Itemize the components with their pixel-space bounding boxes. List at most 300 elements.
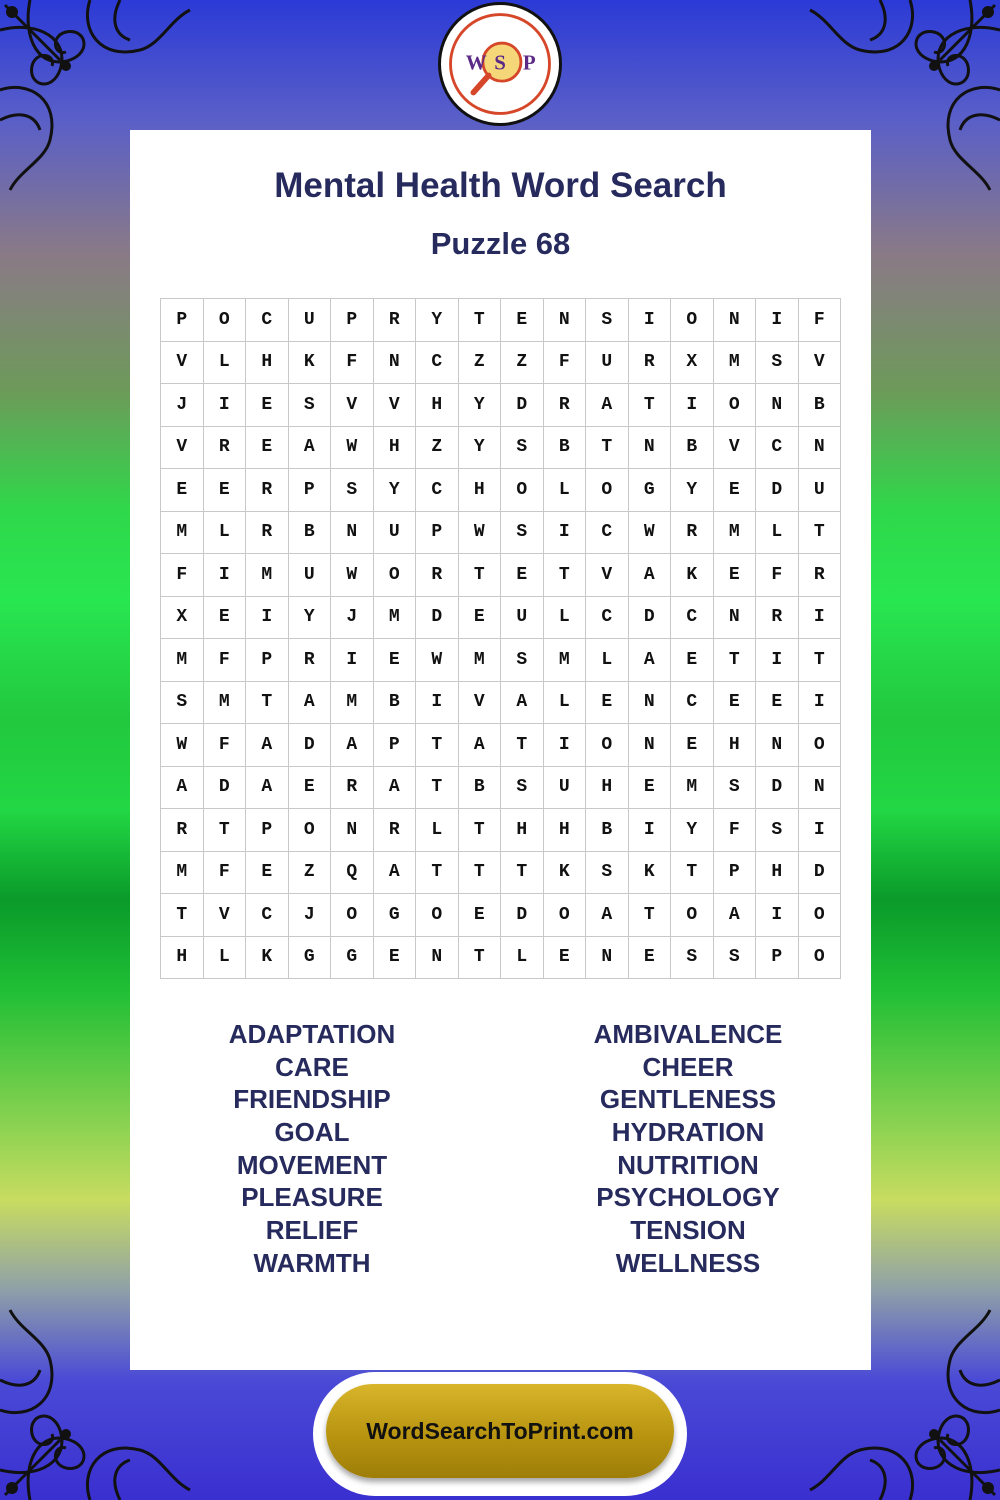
grid-cell[interactable]: I (543, 511, 586, 554)
grid-cell[interactable]: F (331, 341, 374, 384)
grid-cell[interactable]: K (628, 851, 671, 894)
grid-cell[interactable]: U (288, 299, 331, 342)
grid-cell[interactable]: O (416, 894, 459, 937)
word-list-item: FRIENDSHIP (233, 1084, 391, 1115)
grid-cell[interactable]: R (543, 384, 586, 427)
grid-cell[interactable]: I (756, 894, 799, 937)
grid-cell[interactable]: P (756, 936, 799, 979)
grid-cell[interactable]: R (246, 469, 289, 512)
grid-cell[interactable]: V (161, 341, 204, 384)
grid-cell[interactable]: I (203, 554, 246, 597)
grid-cell[interactable]: P (373, 724, 416, 767)
grid-cell[interactable]: F (798, 299, 841, 342)
word-list-item: WELLNESS (615, 1247, 761, 1278)
grid-cell[interactable]: Z (501, 341, 544, 384)
grid-cell[interactable]: T (203, 809, 246, 852)
grid-cell[interactable]: D (288, 724, 331, 767)
grid-cell[interactable]: E (713, 469, 756, 512)
grid-cell[interactable]: M (331, 681, 374, 724)
grid-cell[interactable]: M (161, 639, 204, 682)
grid-cell[interactable]: X (671, 341, 714, 384)
grid-cell[interactable]: E (586, 681, 629, 724)
grid-cell[interactable]: M (543, 639, 586, 682)
grid-cell[interactable]: A (288, 426, 331, 469)
grid-cell[interactable]: F (203, 851, 246, 894)
grid-cell[interactable]: S (713, 936, 756, 979)
grid-row (161, 299, 841, 342)
grid-cell[interactable]: M (713, 341, 756, 384)
grid-row (161, 596, 841, 639)
grid-cell[interactable]: B (798, 384, 841, 427)
grid-cell[interactable]: I (331, 639, 374, 682)
grid-cell[interactable]: R (203, 426, 246, 469)
grid-cell[interactable]: K (671, 554, 714, 597)
grid-cell[interactable]: F (543, 341, 586, 384)
grid-cell[interactable]: P (416, 511, 459, 554)
grid-cell[interactable]: O (586, 724, 629, 767)
grid-cell[interactable]: C (416, 341, 459, 384)
grid-cell[interactable]: H (458, 469, 501, 512)
grid-row (161, 511, 841, 554)
grid-cell[interactable]: O (501, 469, 544, 512)
grid-cell[interactable]: E (628, 936, 671, 979)
grid-row (161, 469, 841, 512)
grid-cell[interactable]: O (798, 724, 841, 767)
grid-cell[interactable]: B (373, 681, 416, 724)
grid-cell[interactable]: P (246, 809, 289, 852)
grid-cell[interactable]: T (458, 936, 501, 979)
grid-cell[interactable]: R (373, 299, 416, 342)
grid-cell[interactable]: T (458, 299, 501, 342)
grid-cell[interactable]: G (331, 936, 374, 979)
grid-cell[interactable]: P (331, 299, 374, 342)
grid-cell[interactable]: G (373, 894, 416, 937)
grid-cell[interactable]: W (331, 426, 374, 469)
grid-cell[interactable]: B (543, 426, 586, 469)
grid-cell[interactable]: I (543, 724, 586, 767)
grid-cell[interactable]: Y (373, 469, 416, 512)
grid-cell[interactable]: L (203, 341, 246, 384)
grid-cell[interactable]: E (161, 469, 204, 512)
grid-cell[interactable]: K (246, 936, 289, 979)
grid-cell[interactable]: M (671, 766, 714, 809)
grid-cell[interactable]: A (246, 766, 289, 809)
grid-cell[interactable]: T (628, 384, 671, 427)
grid-cell[interactable]: G (288, 936, 331, 979)
grid-cell[interactable]: E (543, 936, 586, 979)
grid-cell[interactable]: A (246, 724, 289, 767)
grid-cell[interactable]: T (798, 639, 841, 682)
grid-cell[interactable]: S (501, 766, 544, 809)
word-list-item: PLEASURE (241, 1182, 383, 1213)
grid-cell[interactable]: I (246, 596, 289, 639)
grid-cell[interactable]: B (586, 809, 629, 852)
grid-cell[interactable]: Y (288, 596, 331, 639)
letter-grid (160, 298, 841, 979)
word-list-right (538, 1018, 838, 1280)
grid-cell[interactable]: W (416, 639, 459, 682)
grid-cell[interactable]: I (756, 299, 799, 342)
grid-cell[interactable]: W (628, 511, 671, 554)
grid-cell[interactable]: B (458, 766, 501, 809)
grid-cell[interactable]: T (246, 681, 289, 724)
grid-cell[interactable]: O (586, 469, 629, 512)
grid-cell[interactable]: L (543, 596, 586, 639)
grid-cell[interactable]: J (288, 894, 331, 937)
logo-letter-w: W (465, 50, 487, 75)
grid-cell[interactable]: V (458, 681, 501, 724)
grid-cell[interactable]: E (373, 639, 416, 682)
grid-cell[interactable]: F (713, 809, 756, 852)
grid-cell[interactable]: E (628, 766, 671, 809)
grid-cell[interactable]: J (331, 596, 374, 639)
grid-cell[interactable]: R (246, 511, 289, 554)
grid-cell[interactable]: T (416, 724, 459, 767)
grid-cell[interactable]: A (628, 639, 671, 682)
grid-cell[interactable]: A (458, 724, 501, 767)
grid-cell[interactable]: R (288, 639, 331, 682)
grid-cell[interactable]: D (203, 766, 246, 809)
grid-row (161, 936, 841, 979)
grid-cell[interactable]: I (671, 384, 714, 427)
page-title: Mental Health Word Search (274, 166, 727, 205)
grid-cell[interactable]: Y (416, 299, 459, 342)
grid-cell[interactable]: A (586, 894, 629, 937)
grid-cell[interactable]: E (203, 596, 246, 639)
grid-cell[interactable]: C (586, 596, 629, 639)
word-list-item: GENTLENESS (599, 1084, 777, 1115)
grid-cell[interactable]: V (798, 341, 841, 384)
grid-cell[interactable]: U (586, 341, 629, 384)
grid-cell[interactable]: F (756, 554, 799, 597)
grid-cell[interactable]: E (501, 554, 544, 597)
grid-cell[interactable]: S (501, 639, 544, 682)
grid-cell[interactable]: P (713, 851, 756, 894)
grid-cell[interactable]: O (713, 384, 756, 427)
grid-cell[interactable]: V (586, 554, 629, 597)
grid-cell[interactable]: W (161, 724, 204, 767)
word-list-item: HYDRATION (611, 1117, 765, 1148)
grid-cell[interactable]: E (756, 681, 799, 724)
word-list-item: TENSION (630, 1215, 746, 1246)
grid-cell[interactable]: R (671, 511, 714, 554)
grid-cell[interactable]: H (246, 341, 289, 384)
grid-cell[interactable]: O (331, 894, 374, 937)
grid-cell[interactable]: A (713, 894, 756, 937)
grid-cell[interactable]: T (671, 851, 714, 894)
grid-cell[interactable]: E (713, 681, 756, 724)
grid-cell[interactable]: I (798, 681, 841, 724)
grid-cell[interactable]: H (416, 384, 459, 427)
grid-row (161, 341, 841, 384)
grid-cell[interactable]: T (416, 851, 459, 894)
grid-cell[interactable]: D (501, 894, 544, 937)
grid-cell[interactable]: Z (416, 426, 459, 469)
grid-cell[interactable]: U (288, 554, 331, 597)
grid-cell[interactable]: L (586, 639, 629, 682)
website-link-button[interactable] (326, 1384, 674, 1478)
grid-cell[interactable]: S (586, 851, 629, 894)
puzzle-number: Puzzle 68 (430, 226, 571, 261)
grid-cell[interactable]: L (203, 511, 246, 554)
grid-cell[interactable]: H (373, 426, 416, 469)
grid-cell[interactable]: V (331, 384, 374, 427)
grid-cell[interactable]: T (543, 554, 586, 597)
grid-cell[interactable]: E (501, 299, 544, 342)
grid-cell[interactable]: N (586, 936, 629, 979)
grid-cell[interactable]: A (501, 681, 544, 724)
grid-cell[interactable]: H (756, 851, 799, 894)
grid-cell[interactable]: T (458, 851, 501, 894)
grid-cell[interactable]: Z (458, 341, 501, 384)
word-list-item: AMBIVALENCE (593, 1019, 783, 1049)
grid-cell[interactable]: R (416, 554, 459, 597)
grid-cell[interactable]: V (373, 384, 416, 427)
grid-cell[interactable]: A (373, 851, 416, 894)
grid-cell[interactable]: X (161, 596, 204, 639)
grid-cell[interactable]: T (501, 851, 544, 894)
grid-cell[interactable]: S (586, 299, 629, 342)
grid-cell[interactable]: P (161, 299, 204, 342)
grid-cell[interactable]: K (288, 341, 331, 384)
grid-cell[interactable]: C (756, 426, 799, 469)
grid-cell[interactable]: N (628, 681, 671, 724)
grid-cell[interactable]: T (628, 894, 671, 937)
puzzle-sheet (130, 130, 871, 1370)
grid-cell[interactable]: S (288, 384, 331, 427)
grid-cell[interactable]: A (628, 554, 671, 597)
grid-cell[interactable]: L (416, 809, 459, 852)
grid-cell[interactable]: R (756, 596, 799, 639)
grid-cell[interactable]: M (713, 511, 756, 554)
grid-cell[interactable]: L (543, 681, 586, 724)
word-list-item: WARMTH (253, 1247, 371, 1278)
grid-row (161, 384, 841, 427)
grid-cell[interactable]: E (288, 766, 331, 809)
grid-cell[interactable]: Y (671, 469, 714, 512)
grid-cell[interactable]: M (161, 851, 204, 894)
grid-cell[interactable]: O (203, 299, 246, 342)
grid-cell[interactable]: N (756, 724, 799, 767)
grid-cell[interactable]: S (756, 809, 799, 852)
grid-row (161, 766, 841, 809)
grid-row (161, 639, 841, 682)
grid-cell[interactable]: Z (288, 851, 331, 894)
grid-cell[interactable]: D (416, 596, 459, 639)
grid-cell[interactable]: K (543, 851, 586, 894)
grid-cell[interactable]: J (161, 384, 204, 427)
grid-cell[interactable]: A (161, 766, 204, 809)
grid-cell[interactable]: B (671, 426, 714, 469)
grid-cell[interactable]: M (161, 511, 204, 554)
grid-cell[interactable]: E (671, 639, 714, 682)
grid-row (161, 894, 841, 937)
grid-cell[interactable]: N (798, 766, 841, 809)
grid-cell[interactable]: S (501, 511, 544, 554)
grid-row (161, 554, 841, 597)
grid-cell[interactable]: C (671, 681, 714, 724)
grid-cell[interactable]: O (798, 936, 841, 979)
grid-cell[interactable]: T (458, 554, 501, 597)
word-list-item: CHEER (642, 1051, 734, 1082)
grid-cell[interactable]: R (628, 341, 671, 384)
grid-cell[interactable]: H (543, 809, 586, 852)
grid-row (161, 851, 841, 894)
grid-cell[interactable]: V (713, 426, 756, 469)
grid-cell[interactable]: N (628, 426, 671, 469)
grid-cell[interactable]: N (628, 724, 671, 767)
grid-cell[interactable]: I (798, 596, 841, 639)
grid-cell[interactable]: H (713, 724, 756, 767)
grid-cell[interactable]: I (756, 639, 799, 682)
grid-cell[interactable]: Y (458, 426, 501, 469)
grid-cell[interactable]: V (161, 426, 204, 469)
grid-cell[interactable]: S (331, 469, 374, 512)
grid-cell[interactable]: W (458, 511, 501, 554)
grid-cell[interactable]: T (586, 426, 629, 469)
grid-cell[interactable]: N (756, 384, 799, 427)
grid-cell[interactable]: M (246, 554, 289, 597)
grid-cell[interactable]: T (798, 511, 841, 554)
grid-cell[interactable]: G (628, 469, 671, 512)
grid-cell[interactable]: V (203, 894, 246, 937)
grid-cell[interactable]: E (246, 426, 289, 469)
grid-cell[interactable]: N (713, 299, 756, 342)
grid-cell[interactable]: E (671, 724, 714, 767)
word-list-item: ADAPTATION (228, 1019, 396, 1049)
grid-cell[interactable]: E (246, 851, 289, 894)
grid-cell[interactable]: O (671, 299, 714, 342)
grid-cell[interactable]: D (756, 469, 799, 512)
grid-cell[interactable]: T (713, 639, 756, 682)
grid-cell[interactable]: B (288, 511, 331, 554)
grid-cell[interactable]: N (331, 511, 374, 554)
grid-cell[interactable]: T (501, 724, 544, 767)
grid-cell[interactable]: M (458, 639, 501, 682)
grid-cell[interactable]: F (203, 724, 246, 767)
grid-cell[interactable]: F (161, 554, 204, 597)
website-link-label: WordSearchToPrint.com (366, 1417, 634, 1444)
grid-cell[interactable]: A (331, 724, 374, 767)
grid-cell[interactable]: A (288, 681, 331, 724)
grid-cell[interactable]: T (416, 766, 459, 809)
grid-row (161, 809, 841, 852)
grid-row (161, 681, 841, 724)
grid-cell[interactable]: N (373, 341, 416, 384)
grid-cell[interactable]: N (416, 936, 459, 979)
grid-cell[interactable]: T (458, 809, 501, 852)
grid-cell[interactable]: S (161, 681, 204, 724)
grid-cell[interactable]: O (288, 809, 331, 852)
grid-cell[interactable]: Y (458, 384, 501, 427)
grid-cell[interactable]: O (671, 894, 714, 937)
grid-cell[interactable]: N (543, 299, 586, 342)
grid-cell[interactable]: U (798, 469, 841, 512)
grid-row (161, 724, 841, 767)
grid-cell[interactable]: F (203, 639, 246, 682)
grid-cell[interactable]: C (416, 469, 459, 512)
grid-cell[interactable]: D (628, 596, 671, 639)
grid-cell[interactable]: E (203, 469, 246, 512)
grid-cell[interactable]: A (373, 766, 416, 809)
grid-cell[interactable]: C (586, 511, 629, 554)
grid-cell[interactable]: W (331, 554, 374, 597)
grid-cell[interactable]: N (798, 426, 841, 469)
grid-cell[interactable]: S (713, 766, 756, 809)
grid-cell[interactable]: O (543, 894, 586, 937)
grid-cell[interactable]: D (798, 851, 841, 894)
grid-cell[interactable]: L (756, 511, 799, 554)
grid-cell[interactable]: T (161, 894, 204, 937)
word-list-left (162, 1018, 462, 1280)
grid-cell[interactable]: D (756, 766, 799, 809)
grid-cell[interactable]: U (501, 596, 544, 639)
grid-cell[interactable]: H (501, 809, 544, 852)
grid-cell[interactable]: R (373, 809, 416, 852)
grid-cell[interactable]: R (331, 766, 374, 809)
grid-cell[interactable]: C (246, 299, 289, 342)
grid-cell[interactable]: S (756, 341, 799, 384)
grid-cell[interactable]: N (713, 596, 756, 639)
word-list-item: CARE (275, 1051, 349, 1082)
grid-row (161, 426, 841, 469)
grid-cell[interactable]: P (246, 639, 289, 682)
grid-cell[interactable]: I (203, 384, 246, 427)
grid-cell[interactable]: L (501, 936, 544, 979)
grid-cell[interactable]: I (416, 681, 459, 724)
grid-cell[interactable]: A (586, 384, 629, 427)
grid-cell[interactable]: M (373, 596, 416, 639)
logo-letter-s: S (494, 50, 506, 75)
grid-cell[interactable]: C (671, 596, 714, 639)
grid-cell[interactable]: O (798, 894, 841, 937)
grid-cell[interactable]: E (713, 554, 756, 597)
site-logo[interactable] (438, 2, 562, 126)
grid-cell[interactable]: E (458, 894, 501, 937)
grid-cell[interactable]: N (331, 809, 374, 852)
grid-cell[interactable]: M (203, 681, 246, 724)
word-list-item: GOAL (274, 1117, 350, 1148)
grid-cell[interactable]: Y (671, 809, 714, 852)
grid-cell[interactable]: E (458, 596, 501, 639)
grid-cell[interactable]: S (501, 426, 544, 469)
grid-cell[interactable]: E (246, 384, 289, 427)
grid-cell[interactable]: H (586, 766, 629, 809)
word-list-item: MOVEMENT (236, 1149, 388, 1180)
grid-cell[interactable]: L (203, 936, 246, 979)
grid-cell[interactable]: S (671, 936, 714, 979)
grid-cell[interactable]: U (373, 511, 416, 554)
grid-cell[interactable]: O (373, 554, 416, 597)
grid-cell[interactable]: L (543, 469, 586, 512)
grid-cell[interactable]: D (501, 384, 544, 427)
grid-cell[interactable]: P (288, 469, 331, 512)
grid-cell[interactable]: H (161, 936, 204, 979)
word-list-item: PSYCHOLOGY (596, 1182, 780, 1213)
grid-cell[interactable]: R (798, 554, 841, 597)
grid-cell[interactable]: I (798, 809, 841, 852)
grid-cell[interactable]: U (543, 766, 586, 809)
grid-cell[interactable]: C (246, 894, 289, 937)
grid-cell[interactable]: E (373, 936, 416, 979)
word-list-item: RELIEF (265, 1215, 359, 1246)
logo-letter-p: P (522, 50, 536, 75)
grid-cell[interactable]: R (161, 809, 204, 852)
word-list-item: NUTRITION (617, 1149, 759, 1180)
grid-cell[interactable]: I (628, 299, 671, 342)
grid-cell[interactable]: I (628, 809, 671, 852)
grid-cell[interactable]: Q (331, 851, 374, 894)
